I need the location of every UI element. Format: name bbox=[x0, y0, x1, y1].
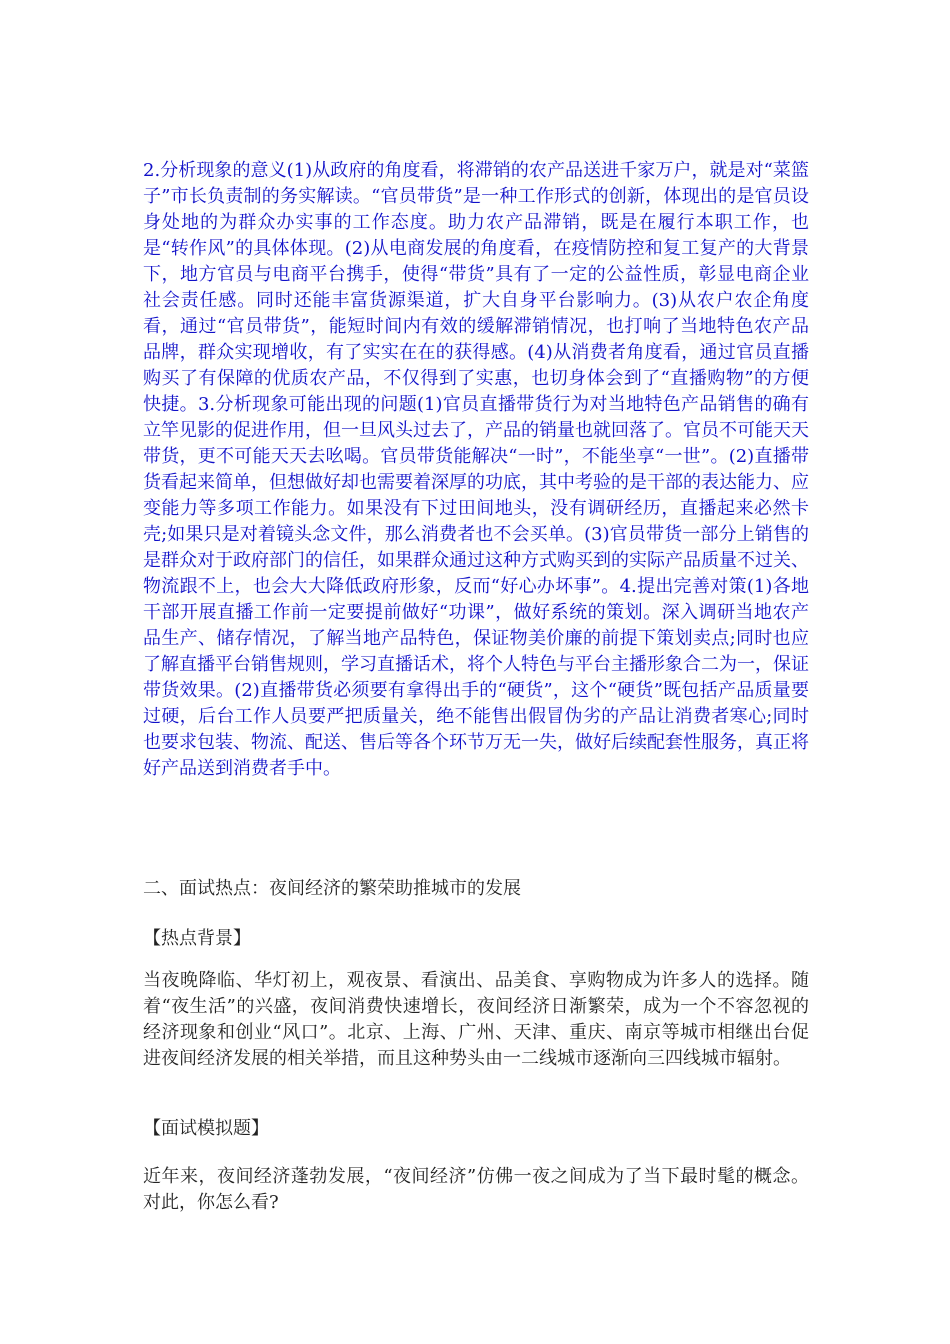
background-text: 当夜晚降临、华灯初上，观夜景、看演出、品美食、享购物成为许多人的选择。随着“夜生活”的兴盛，夜间消费快速增长，夜间经济日渐繁荣，成为一个不容忽视的经济现象和创业“风口”。北京、上海、广州、天津、重庆、南京等城市相继出台促进夜间经济发展的相关举措，而且这种势头由一二线城市逐渐向三四线城市辐射。 bbox=[143, 970, 809, 1069]
section-title: 二、面试热点：夜间经济的繁荣助推城市的发展 bbox=[143, 878, 521, 899]
answer-analysis-text: 2.分析现象的意义(1)从政府的角度看，将滞销的农产品送进千家万户，就是对“菜篮子”市长负责制的务实解读。“官员带货”是一种工作形式的创新，体现出的是官员设身处地的为群众办实事的工作态度。助力农产品滞销，既是在履行本职工作，也是“转作风”的具体体现。(2)从电商发展的角度看，在疫情防控和复工复产的大背景下，地方官员与电商平台携手，使得“带货”具有了一定的公益性质，彰显电商企业社会责任感。同时还能丰富货源渠道，扩大自身平台影响力。(3)从农户农企角度看，通过“官员带货”，能短时间内有效的缓解滞销情况，也打响了当地特色农产品品牌，群众实现增收，有了实实在在的获得感。(4)从消费者角度看，通过官员直播购买了有保障的优质农产品，不仅得到了实惠，也切身体会到了“直播购物”的方便快捷。3.分析现象可能出现的问题(1)官员直播带货行为对当地特色产品销售的确有立竿见影的促进作用，但一旦风头过去了，产品的销量也就回落了。官员不可能天天带货，更不可能天天去吆喝。官员带货能解决“一时”，不能坐享“一世”。(2)直播带货看起来简单，但想做好却也需要着深厚的功底，其中考验的是干部的表达能力、应变能力等多项工作能力。如果没有下过田间地头，没有调研经历，直播起来必然卡壳;如果只是对着镜头念文件，那么消费者也不会买单。(3)官员带货一部分上销售的是群众对于政府部门的信任，如果群众通过这种方式购买到的实际产品质量不过关、物流跟不上，也会大大降低政府形象，反而“好心办坏事”。4.提出完善对策(1)各地干部开展直播工作前一定要提前做好“功课”，做好系统的策划。深入调研当地农产品生产、储存情况，了解当地产品特色，保证物美价廉的前提下策划卖点;同时也应了解直播平台销售规则，学习直播话术，将个人特色与平台主播形象合二为一，保证带货效果。(2)直播带货必须要有拿得出手的“硬货”，这个“硬货”既包括产品质量要过硬，后台工作人员要严把质量关，绝不能售出假冒伪劣的产品让消费者寒心;同时也要求包装、物流、配送、售后等各个环节万无一失，做好后续配套性服务，真正将好产品送到消费者手中。 bbox=[143, 160, 809, 779]
question-text: 近年来，夜间经济蓬勃发展，“夜间经济”仿佛一夜之间成为了当下最时髦的概念。对此，你怎么看? bbox=[143, 1166, 809, 1213]
background-label: 【热点背景】 bbox=[143, 928, 251, 949]
question-label: 【面试模拟题】 bbox=[143, 1118, 269, 1139]
